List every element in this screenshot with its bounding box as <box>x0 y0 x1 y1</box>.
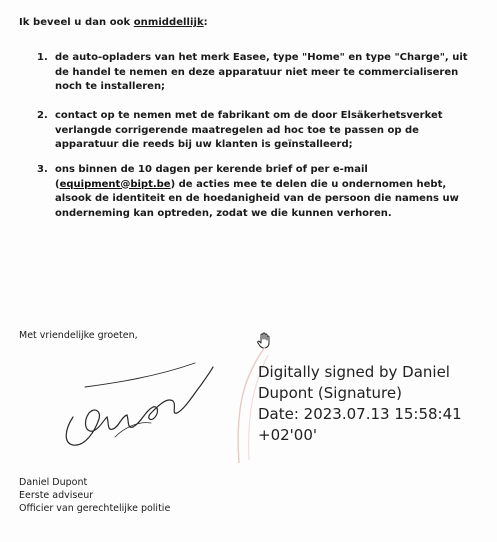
order-item-line: de handel te nemen en deze apparatuur niet meer te commercialiseren <box>55 66 459 78</box>
order-item-line <box>55 178 475 193</box>
intro-prefix: Ik beveel u dan ook <box>19 17 134 28</box>
digital-signature-block <box>258 362 488 446</box>
handwritten-signature <box>55 357 215 452</box>
order-item-line: contact op te nemen met de fabrikant om de door Elsäkerhetsverket <box>55 110 443 121</box>
order-item-line: verlangde corrigerende maatregelen ad hoc toe te passen op de <box>55 124 419 136</box>
signer-name: Daniel Dupont <box>19 477 88 488</box>
email-link[interactable]: equipment@bipt.be <box>59 178 171 190</box>
order-item-line: apparatuur die reeds bij uw klanten is geïnstalleerd; <box>55 139 353 150</box>
order-item-line: noch te installeren; <box>55 81 166 92</box>
intro-emphasis: onmiddellijk <box>133 17 204 28</box>
order-item-line: ons binnen de 10 dagen per kerende brief of per e-mail <box>55 164 368 175</box>
paren-open: ( <box>55 178 60 190</box>
closing-greeting: Met vriendelijke groeten, <box>19 330 138 341</box>
digital-signature-date: Date: 2023.07.13 15:58:41 <box>258 405 462 423</box>
intro-sentence <box>19 17 208 28</box>
order-item-text <box>55 109 475 153</box>
order-item-line: de auto-opladers van het merk Easee, type "Home" en type "Charge", uit <box>55 52 468 63</box>
intro-suffix: : <box>203 17 208 28</box>
order-item-number: 2. <box>37 110 48 121</box>
order-item-text <box>55 51 475 95</box>
signer-role: Officier van gerechtelijke politie <box>19 503 171 514</box>
digital-signature-line: Digitally signed by Daniel <box>258 363 450 381</box>
order-item-line: alsook de identiteit en de hoedanigheid van de persoon die namens uw <box>55 193 459 204</box>
digital-signature-offset: +02'00' <box>258 426 317 444</box>
order-item-number: 3. <box>37 164 48 175</box>
order-item-text <box>55 163 475 221</box>
digital-signature-line: Dupont (Signature) <box>258 384 402 402</box>
order-item-line-rest: ) de acties mee te delen die u ondernomen hebt, <box>170 178 447 190</box>
signer-title: Eerste adviseur <box>19 490 94 501</box>
order-item-line: onderneming kan optreden, zodat we die kunnen verhoren. <box>55 207 392 219</box>
order-item-number: 1. <box>37 52 48 63</box>
